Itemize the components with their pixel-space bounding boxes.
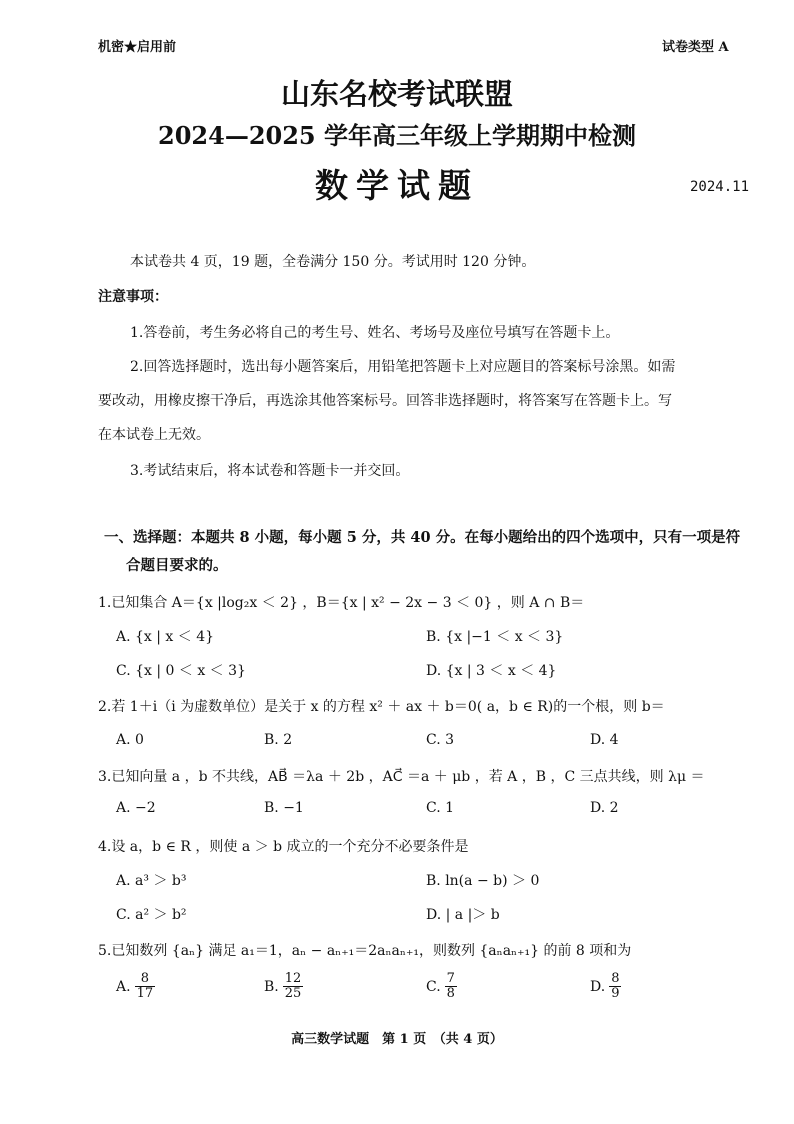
exam-term-title: 2024—2025 学年高三年级上学期期中检测	[158, 121, 636, 150]
question-1-option-a: A. {x | x ＜ 4}	[116, 629, 215, 645]
question-2-option-c: C. 3	[426, 732, 455, 748]
question-2-option-d: D. 4	[590, 732, 619, 748]
question-1-option-d: D. {x | 3 ＜ x ＜ 4}	[426, 663, 557, 679]
note-1: 1.答卷前，考生务必将自己的考生号、姓名、考场号及座位号填写在答题卡上。	[130, 325, 620, 341]
confidential-label: 机密★启用前	[98, 40, 177, 55]
numerator: 8	[611, 971, 620, 986]
page-footer: 高三数学试题 第 1 页 （共 4 页）	[291, 1032, 503, 1047]
note-2-line-1: 2.回答选择题时，选出每小题答案后，用铅笔把答题卡上对应题目的答案标号涂黑。如需	[130, 359, 676, 375]
question-3-option-a: A. −2	[116, 800, 156, 816]
section-heading-line-2: 合题目要求的。	[126, 557, 228, 574]
question-4-option-c: C. a² ＞ b²	[116, 907, 187, 923]
paper-type-label: 试卷类型 A	[662, 40, 729, 55]
question-2-option-b: B. 2	[264, 732, 293, 748]
question-3-option-d: D. 2	[590, 800, 619, 816]
question-2-stem: 2.若 1＋i（i 为虚数单位）是关于 x 的方程 x² ＋ ax ＋ b＝0( a，b ∈ R)的一个根，则 b＝	[98, 699, 665, 715]
numerator: 7	[446, 971, 455, 986]
question-1-option-b: B. {x |−1 ＜ x ＜ 3}	[426, 629, 564, 645]
question-5-option-c	[426, 972, 457, 1001]
notes-heading: 注意事项：	[98, 289, 168, 305]
question-4-option-b: B. ln(a − b) ＞ 0	[426, 873, 540, 889]
question-5-option-a	[116, 972, 155, 1001]
denominator: 25	[284, 986, 302, 1001]
option-label: B.	[264, 978, 279, 995]
fraction	[445, 972, 457, 1001]
question-5-option-d	[590, 972, 621, 1001]
question-4-option-d: D. | a |＞ b	[426, 907, 500, 923]
note-3: 3.考试结束后，将本试卷和答题卡一并交回。	[130, 463, 410, 479]
question-1-stem: 1.已知集合 A＝{x |log₂x ＜ 2} ，B＝{x | x² − 2x − 3 ＜ 0} ，则 A ∩ B＝	[98, 595, 585, 611]
question-2-option-a: A. 0	[116, 732, 144, 748]
fraction	[283, 972, 304, 1001]
question-3-option-b: B. −1	[264, 800, 304, 816]
denominator: 17	[136, 986, 154, 1001]
exam-organizer-title: 山东名校考试联盟	[280, 77, 513, 111]
question-5-stem: 5.已知数列 {aₙ} 满足 a₁＝1，aₙ − aₙ₊₁＝2aₙaₙ₊₁，则数列 {aₙaₙ₊₁} 的前 8 项和为	[98, 943, 632, 959]
numerator: 12	[284, 971, 302, 986]
subject-title: 数学试题	[315, 166, 479, 205]
option-label: C.	[426, 978, 441, 995]
question-4-option-a: A. a³ ＞ b³	[116, 873, 187, 889]
section-heading-line-1: 一、选择题：本题共 8 小题，每小题 5 分，共 40 分。在每小题给出的四个选项中，只有一项是符	[104, 529, 741, 546]
question-3-option-c: C. 1	[426, 800, 455, 816]
note-2-line-3: 在本试卷上无效。	[98, 427, 210, 443]
question-1-option-c: C. {x | 0 ＜ x ＜ 3}	[116, 663, 246, 679]
numerator: 8	[135, 972, 156, 987]
question-3-stem: 3.已知向量 a ，b 不共线，AB⃗ ＝λa ＋ 2b ，AC⃗ ＝a ＋ μb ，若 A ，B ，C 三点共线，则 λμ ＝	[98, 769, 705, 785]
question-4-stem: 4.设 a，b ∈ R ，则使 a ＞ b 成立的一个充分不必要条件是	[98, 839, 469, 855]
question-5-option-b	[264, 972, 303, 1001]
option-label: A.	[116, 978, 131, 995]
fraction	[609, 972, 621, 1001]
option-label: D.	[590, 978, 606, 995]
fraction	[135, 972, 156, 1001]
denominator: 9	[611, 986, 620, 1001]
exam-intro: 本试卷共 4 页，19 题，全卷满分 150 分。考试用时 120 分钟。	[130, 254, 536, 270]
exam-date: 2024.11	[690, 179, 750, 195]
denominator: 8	[446, 986, 455, 1001]
note-2-line-2: 要改动，用橡皮擦干净后，再选涂其他答案标号。回答非选择题时，将答案写在答题卡上。写	[98, 393, 672, 409]
